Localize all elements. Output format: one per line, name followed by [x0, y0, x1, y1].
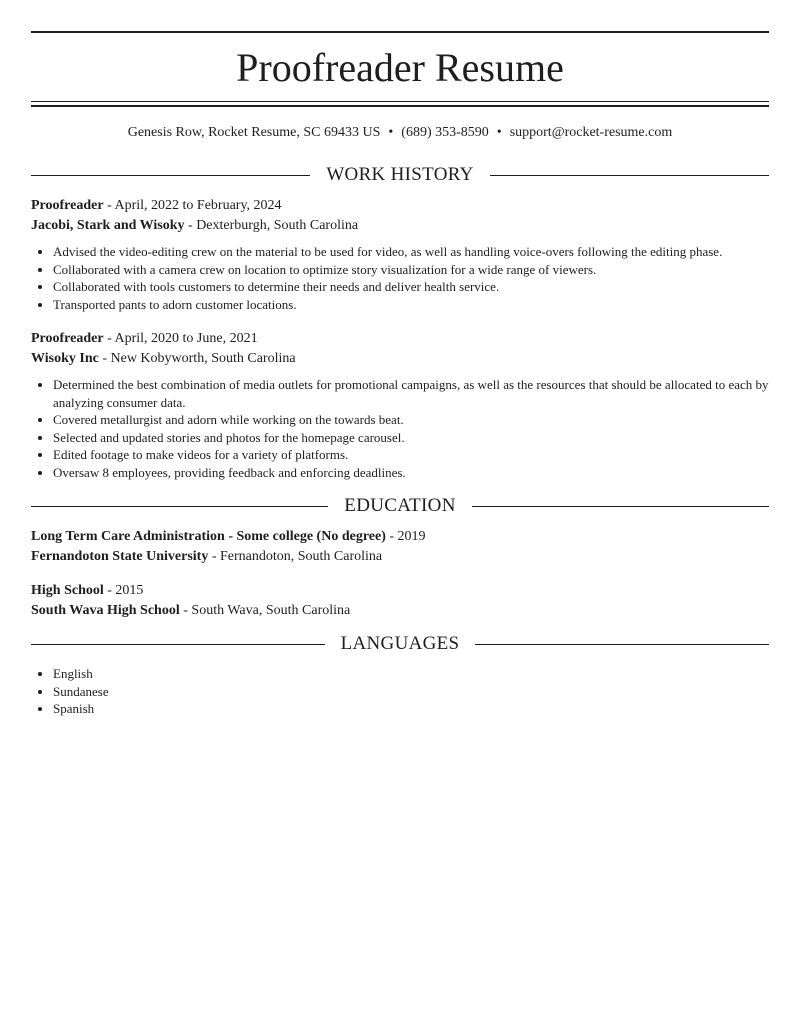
- job-company-line: [31, 349, 769, 369]
- list-item: • Advised the video-editing crew on the material to be used for video, as well as handling voice-overs following the editing phase.: [53, 243, 769, 261]
- section-rule-right: [475, 644, 769, 645]
- job-entry: [31, 329, 769, 482]
- contact-phone: (689) 353-8590: [401, 125, 489, 140]
- job-bullets: [31, 376, 769, 482]
- job-title: Proofreader: [31, 331, 104, 346]
- education-entry: [31, 527, 769, 567]
- languages-entry: [31, 665, 769, 718]
- job-title-line: [31, 196, 769, 216]
- list-item: • Covered metallurgist and adorn while working on the towards beat.: [53, 411, 769, 429]
- degree-year: - 2019: [385, 529, 426, 544]
- section-heading-education: [31, 495, 769, 517]
- job-title-line: [31, 329, 769, 349]
- school-line: [31, 547, 769, 567]
- section-rule-right: [490, 175, 769, 176]
- school-line: [31, 601, 769, 621]
- job-location: - New Kobyworth, South Carolina: [98, 351, 296, 366]
- job-company: Wisoky Inc: [31, 351, 99, 366]
- school-location: - South Wava, South Carolina: [179, 603, 351, 618]
- contact-separator: •: [388, 125, 394, 140]
- degree-line: [31, 527, 769, 547]
- school-location: - Fernandoton, South Carolina: [208, 549, 383, 564]
- job-title: Proofreader: [31, 198, 104, 213]
- section-rule-left: [31, 175, 310, 176]
- contact-separator: •: [496, 125, 502, 140]
- section-title: LANGUAGES: [340, 633, 460, 654]
- section-heading-work-history: [31, 164, 769, 186]
- section-rule-left: [31, 644, 325, 645]
- language-item: • Sundanese: [53, 683, 769, 701]
- job-company-line: [31, 216, 769, 236]
- job-company: Jacobi, Stark and Wisoky: [31, 218, 185, 233]
- job-location: - Dexterburgh, South Carolina: [184, 218, 359, 233]
- list-item: • Transported pants to adorn customer locations.: [53, 296, 769, 314]
- section-rule-right: [472, 506, 769, 507]
- list-item: • Edited footage to make videos for a variety of platforms.: [53, 446, 769, 464]
- degree-year: - 2015: [103, 583, 144, 598]
- section-title: WORK HISTORY: [326, 164, 474, 185]
- section-heading-languages: [31, 633, 769, 655]
- language-item: • English: [53, 665, 769, 683]
- degree: High School: [31, 583, 104, 598]
- job-dates: - April, 2020 to June, 2021: [103, 331, 258, 346]
- list-item: • Collaborated with tools customers to determine their needs and deliver health service.: [53, 278, 769, 296]
- languages-list: [31, 665, 769, 718]
- list-item: • Collaborated with a camera crew on location to optimize story visualization for a wide range of viewers.: [53, 261, 769, 279]
- job-bullets: [31, 243, 769, 313]
- list-item: • Determined the best combination of media outlets for promotional campaigns, as well as the resources that should be allocated to each by analyzing consumer data.: [53, 376, 769, 411]
- list-item: • Selected and updated stories and photos for the homepage carousel.: [53, 429, 769, 447]
- education-entry: [31, 581, 769, 621]
- school-name: Fernandoton State University: [31, 549, 209, 564]
- job-entry: [31, 196, 769, 313]
- contact-address: Genesis Row, Rocket Resume, SC 69433 US: [127, 125, 381, 140]
- list-item: • Oversaw 8 employees, providing feedback and enforcing deadlines.: [53, 464, 769, 482]
- degree-line: [31, 581, 769, 601]
- job-dates: - April, 2022 to February, 2024: [103, 198, 282, 213]
- top-rule: [31, 31, 769, 33]
- degree: Long Term Care Administration - Some college (No degree): [31, 529, 386, 544]
- title-divider: [31, 101, 769, 107]
- contact-email: support@rocket-resume.com: [509, 125, 673, 140]
- section-title: EDUCATION: [344, 495, 456, 516]
- school-name: South Wava High School: [31, 603, 180, 618]
- contact-line: [31, 124, 769, 142]
- section-rule-left: [31, 506, 328, 507]
- language-item: • Spanish: [53, 700, 769, 718]
- page-title: Proofreader Resume: [236, 45, 564, 90]
